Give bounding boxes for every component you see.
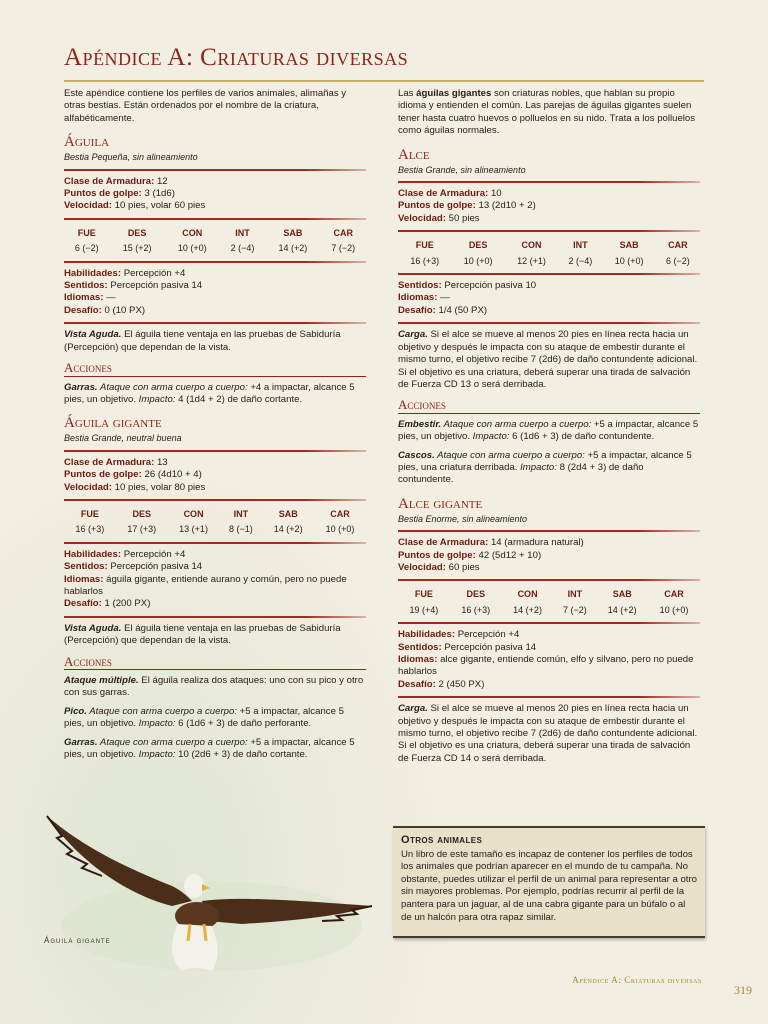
sidebar-title: Otros animales [401, 834, 483, 846]
senses: Sentidos: Percepción pasiva 14 [64, 280, 203, 292]
action-embestir: Embestir. Ataque con arma cuerpo a cuerpo: +5 a impactar, alcance 5 pies, un objetivo. Impacto: 6 (1d6 + 3) de daño contundente. [398, 418, 699, 443]
ability-score: 2 (−4) [230, 243, 255, 254]
challenge: Desafío: 1 (200 PX) [64, 598, 151, 610]
hit-points: Puntos de golpe: 3 (1d6) [64, 188, 175, 200]
ability-score: 7 (−2) [331, 243, 356, 254]
hit-points: Puntos de golpe: 13 (2d10 + 2) [398, 200, 536, 212]
ability-score: 6 (−2) [74, 243, 99, 254]
illustration-caption: Águila gigante [44, 936, 111, 945]
creature-name-alce-gigante: Alce gigante [398, 495, 483, 512]
stat-divider [398, 622, 700, 624]
stat-divider [64, 261, 366, 263]
creature-name-aguila: Águila [64, 134, 110, 151]
hit-points: Puntos de golpe: 26 (4d10 + 4) [64, 469, 202, 481]
left-column [64, 88, 366, 767]
ability-score: 17 (+3) [127, 524, 157, 535]
skills: Habilidades: Percepción +4 [398, 629, 520, 641]
actions-heading: Acciones [64, 362, 366, 376]
ability-header: SAB [283, 227, 303, 238]
page-number: 319 [734, 983, 752, 997]
action-ataque-multiple: Ataque múltiple. El águila realiza dos ataques: uno con su pico y otro con sus garras. [64, 675, 364, 699]
action-cascos: Cascos. Ataque con arma cuerpo a cuerpo: +5 a impactar, alcance 5 pies, una criatura derribada. Impacto: 8 (2d4 + 3) de daño contundente. [398, 449, 692, 486]
page-footer: Apéndice A: Criaturas diversas [572, 975, 702, 985]
creature-type: Bestia Grande, sin alineamiento [398, 164, 526, 175]
ability-score: 7 (−2) [563, 604, 587, 615]
armor-class: Clase de Armadura: 13 [64, 456, 168, 468]
ability-score: 16 (+3) [75, 524, 105, 535]
creature-type: Bestia Grande, neutral buena [64, 433, 182, 444]
ability-header: INT [567, 589, 583, 600]
action-garras: Garras. Ataque con arma cuerpo a cuerpo: +4 a impactar, alcance 5 pies, un objetivo. Impacto: 4 (1d4 + 2) de daño cortante. [64, 381, 355, 405]
stat-divider [398, 579, 700, 581]
ability-header: INT [233, 508, 249, 519]
ability-header: CAR [668, 240, 688, 251]
stat-divider [398, 181, 700, 183]
stat-divider [398, 530, 700, 532]
ability-scores-table [64, 225, 366, 256]
ability-score: 10 (+0) [659, 604, 689, 615]
ability-score: 10 (+0) [463, 255, 493, 266]
challenge: Desafío: 1/4 (50 PX) [398, 304, 488, 316]
intro-paragraph: Este apéndice contiene los perfiles de varios animales, alimañas y otras bestias. Están ordenados por el nombre de la criatura, alfabéticamente. [64, 88, 347, 124]
ability-header: SAB [619, 240, 639, 251]
ability-header: CON [183, 508, 204, 519]
ability-header: DES [466, 589, 485, 600]
ability-header: INT [573, 240, 588, 251]
trait-carga: Carga. Si el alce se mueve al menos 20 pies en línea recta hacia un objetivo y después le impacta con su ataque de embestir durante el mismo turno, el objetivo recibe 7 (2d6) de daño contundente adicional. Si el objetivo es una criatura, deberá superar una tirada de salvación de Fuerza CD 14 o será derribada. [398, 703, 698, 764]
ability-header: INT [235, 227, 250, 238]
armor-class: Clase de Armadura: 12 [64, 175, 168, 187]
languages: Idiomas: águila gigante, entiende aurano y común, pero no puede hablarlos [64, 573, 347, 597]
challenge: Desafío: 2 (450 PX) [398, 678, 485, 690]
trait-carga: Carga. Si el alce se mueve al menos 20 pies en línea recta hacia un objetivo y después le impacta con su ataque de embestir durante el mismo turno, el objetivo recibe 7 (2d6) de daño contundente adicional. Si el objetivo es una criatura, deberá superar una tirada de salvación de Fuerza CD 13 o será derribada. [398, 329, 698, 390]
languages: Idiomas: alce gigante, entiende común, elfo y silvano, pero no puede hablarlos [398, 654, 694, 678]
speed: Velocidad: 50 pies [398, 212, 480, 224]
trait-vista-aguda: Vista Aguda. El águila tiene ventaja en las pruebas de Sabiduría (Percepción) que dependan de la vista. [64, 622, 341, 647]
ability-scores-table [64, 506, 366, 537]
creature-name-alce: Alce [398, 146, 430, 163]
ability-score: 19 (+4) [409, 604, 439, 615]
ability-score: 12 (+1) [517, 255, 546, 266]
speed: Velocidad: 10 pies, volar 60 pies [64, 200, 206, 212]
ability-header: FUE [414, 589, 433, 600]
ability-scores-table [398, 237, 700, 268]
ability-header: DES [127, 227, 147, 238]
languages: Idiomas: — [398, 292, 450, 304]
armor-class: Clase de Armadura: 10 [398, 188, 502, 200]
ability-score: 10 (+0) [614, 255, 644, 266]
stat-divider [64, 322, 366, 324]
creature-type: Bestia Enorme, sin alineamiento [398, 513, 528, 524]
ability-score: 16 (+3) [410, 255, 440, 266]
ability-header: SAB [612, 589, 632, 600]
ability-header: CAR [330, 508, 350, 519]
ability-score: 14 (+2) [278, 243, 308, 254]
stat-divider [64, 499, 366, 501]
creature-type: Bestia Pequeña, sin alineamiento [64, 152, 198, 163]
giant-eagle-description: Las águilas gigantes son criaturas nobles, que hablan su propio idioma y entienden el común. Las parejas de águilas gigantes suelen tener hasta cuatro huevos o polluelos en su nido. Trata a los polluelos como águilas normales. [398, 88, 696, 137]
skills: Habilidades: Percepción +4 [64, 548, 186, 560]
ability-header: CAR [333, 227, 353, 238]
stat-divider [64, 218, 366, 220]
ability-header: FUE [80, 508, 99, 519]
ability-score: 14 (+2) [607, 604, 637, 615]
ability-score: 14 (+2) [513, 604, 542, 615]
challenge: Desafío: 0 (10 PX) [64, 304, 146, 316]
ability-score: 10 (+0) [325, 524, 355, 535]
stat-divider [64, 450, 366, 452]
armor-class: Clase de Armadura: 14 (armadura natural) [398, 537, 584, 549]
hit-points: Puntos de golpe: 42 (5d12 + 10) [398, 549, 542, 561]
actions-heading: Acciones [398, 399, 700, 413]
ability-header: DES [132, 508, 151, 519]
ability-score: 15 (+2) [122, 243, 152, 254]
stat-divider [398, 273, 700, 275]
ability-score: 14 (+2) [273, 524, 303, 535]
ability-scores-table [398, 586, 700, 617]
senses: Sentidos: Percepción pasiva 14 [398, 641, 537, 653]
ability-header: FUE [415, 240, 434, 251]
creature-name-aguila-gigante: Águila gigante [64, 415, 162, 432]
skills: Habilidades: Percepción +4 [64, 267, 186, 279]
ability-score: 2 (−4) [568, 255, 593, 266]
right-column [398, 88, 700, 771]
senses: Sentidos: Percepción pasiva 14 [64, 561, 203, 573]
ability-score: 13 (+1) [179, 524, 208, 535]
stat-divider [398, 322, 700, 324]
sidebar-text: Un libro de este tamaño es incapaz de contener los perfiles de todos los animales que podrían aparecer en el mundo de tu campaña. No obstante, puedes utilizar el perfil de un animal para representar a otro sin mayores problemas. Por ejemplo, podrías recurrir al perfil de la pantera para un jaguar, al de una cabra gigante para un búfalo o al de un halcón para otra rapaz similar. [401, 848, 697, 923]
ability-header: CON [517, 589, 538, 600]
sidebar-otros-animales [393, 826, 705, 938]
title-rule [64, 80, 704, 82]
languages: Idiomas: — [64, 292, 116, 304]
stat-divider [398, 696, 700, 698]
ability-score: 16 (+3) [461, 604, 491, 615]
senses: Sentidos: Percepción pasiva 10 [398, 280, 537, 292]
ability-header: CON [521, 240, 542, 251]
action-pico: Pico. Ataque con arma cuerpo a cuerpo: +5 a impactar, alcance 5 pies, un objetivo. Impacto: 6 (1d6 + 3) de daño perforante. [64, 705, 344, 730]
giant-eagle-illustration [42, 806, 382, 976]
trait-vista-aguda: Vista Aguda. El águila tiene ventaja en las pruebas de Sabiduría (Percepción) que dependan de la vista. [64, 329, 341, 353]
stat-divider [398, 230, 700, 232]
stat-divider [64, 542, 366, 544]
action-garras: Garras. Ataque con arma cuerpo a cuerpo: +5 a impactar, alcance 5 pies, un objetivo. Impacto: 10 (2d6 + 3) de daño cortante. [64, 736, 355, 761]
actions-heading: Acciones [64, 656, 366, 670]
ability-score: 8 (−1) [229, 524, 253, 535]
ability-score: 10 (+0) [177, 243, 207, 254]
page-title: Apéndice A: Criaturas diversas [64, 44, 409, 71]
ability-header: SAB [278, 508, 298, 519]
ability-header: CON [182, 227, 203, 238]
ability-header: CAR [664, 589, 684, 600]
ability-score: 6 (−2) [666, 255, 690, 266]
speed: Velocidad: 60 pies [398, 561, 480, 573]
speed: Velocidad: 10 pies, volar 80 pies [64, 481, 206, 493]
stat-divider [64, 616, 366, 618]
ability-header: DES [468, 240, 488, 251]
stat-divider [64, 169, 366, 171]
ability-header: FUE [77, 227, 96, 238]
